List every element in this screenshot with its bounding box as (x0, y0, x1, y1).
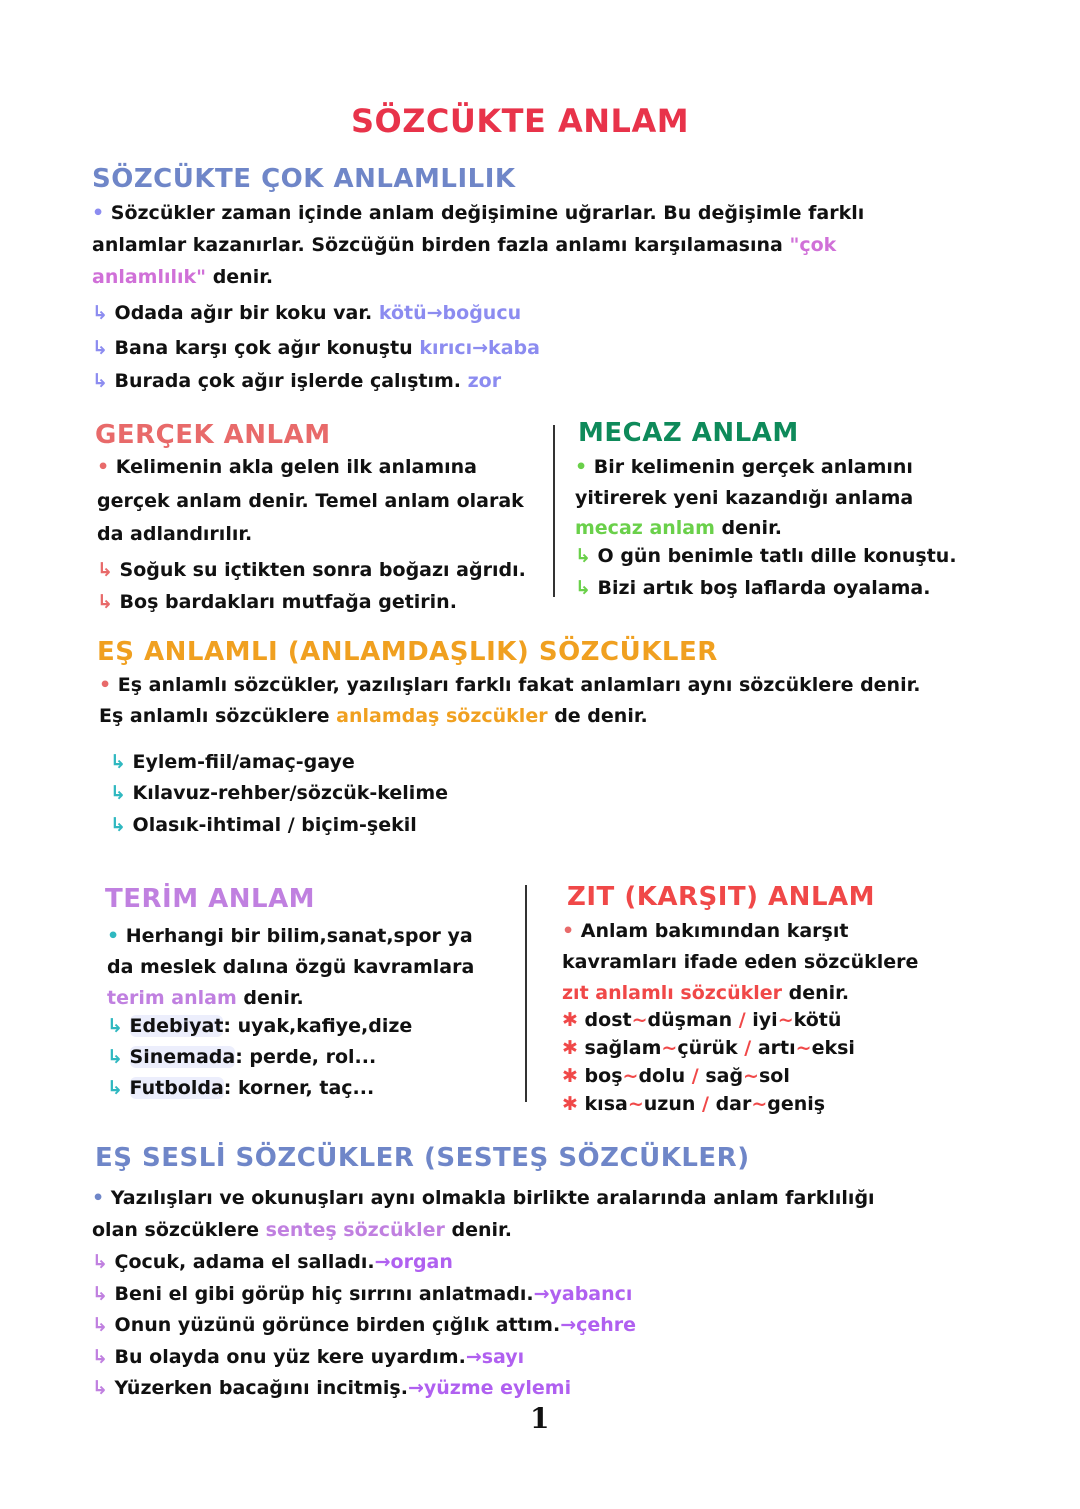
text-segment: dolu (638, 1065, 686, 1087)
highlighted-text: • (97, 456, 116, 478)
text-segment: Bizi artık boş laflarda oyalama. (597, 577, 931, 599)
mecaz-anlam-heading: MECAZ ANLAM (578, 418, 799, 448)
highlighted-text: zor (467, 370, 502, 392)
highlighted-text: →yüzme eylemi (407, 1377, 572, 1399)
text-segment: denir. (782, 982, 850, 1004)
text-segment: Eş anlamlı sözcükler, yazılışları farklı fakat anlamları aynı sözcüklere denir. (117, 674, 921, 696)
highlighted-text: Futbolda (129, 1077, 224, 1099)
es-sesli-heading: EŞ SESLİ SÖZCÜKLER (SESTEŞ SÖZCÜKLER) (95, 1143, 750, 1173)
text-segment: Anlam bakımından karşıt (580, 920, 849, 942)
text-segment: Yazılışları ve okunuşları aynı olmakla birlikte aralarında anlam farklılığı (110, 1187, 875, 1209)
text-segment: Burada çok ağır işlerde çalıştım. (114, 370, 468, 392)
terim-anlam-line (107, 1044, 376, 1070)
cok-anlamlilik-line (92, 264, 273, 290)
es-anlamli-line (110, 780, 448, 806)
highlighted-text: kırıcı→kaba (419, 337, 540, 359)
highlighted-text: / (685, 1065, 706, 1087)
highlighted-text: ↳ (107, 1077, 130, 1099)
text-segment: denir. (714, 517, 782, 539)
highlighted-text: ~ (795, 1037, 812, 1059)
text-segment: da adlandırılır. (97, 523, 253, 545)
text-segment: boş (584, 1065, 623, 1087)
gercek-anlam-line (97, 521, 252, 547)
highlighted-text: / (695, 1093, 716, 1115)
gercek-anlam-line (97, 488, 524, 514)
text-segment: Eylem-fiil/amaç-gaye (132, 751, 355, 773)
text-segment: sol (758, 1065, 790, 1087)
highlighted-text: →çehre (560, 1314, 637, 1336)
highlighted-text: ↳ (92, 1251, 115, 1273)
text-segment: Bu olayda onu yüz kere uyardım. (114, 1346, 466, 1368)
text-segment: Bana karşı çok ağır konuştu (114, 337, 420, 359)
column-divider (525, 885, 527, 1102)
gercek-anlam-line (97, 557, 526, 583)
cok-anlamlilik-line (92, 335, 540, 361)
highlighted-text: ↳ (110, 782, 133, 804)
highlighted-text: senteş sözcükler (265, 1219, 445, 1241)
highlighted-text: zıt anlamlı sözcükler (562, 982, 783, 1004)
highlighted-text: ↳ (97, 591, 120, 613)
text-segment: anlamlar kazanırlar. Sözcüğün birden fazla anlamı karşılamasına (92, 234, 790, 256)
es-sesli-line (92, 1249, 453, 1275)
highlighted-text: "çok (789, 234, 837, 256)
text-segment: : uyak,kafiye,dize (223, 1015, 413, 1037)
text-segment: Beni el gibi görüp hiç sırrını anlatmadı. (114, 1283, 534, 1305)
highlighted-text: • (562, 920, 581, 942)
text-segment: denir. (236, 987, 304, 1009)
es-sesli-line (92, 1281, 632, 1307)
text-segment: çürük (677, 1037, 738, 1059)
text-segment: Kılavuz-rehber/sözcük-kelime (132, 782, 449, 804)
text-segment: Bir kelimenin gerçek anlamını (593, 456, 913, 478)
text-segment: yitirerek yeni kazandığı anlama (575, 487, 914, 509)
mecaz-anlam-line (575, 454, 913, 480)
terim-anlam-line (107, 1013, 412, 1039)
highlighted-text: ↳ (92, 1346, 115, 1368)
es-anlamli-line (99, 672, 920, 698)
cok-anlamlilik-line (92, 368, 501, 394)
highlighted-text: ↳ (92, 1377, 115, 1399)
text-segment: iyi (752, 1009, 778, 1031)
highlighted-text: terim anlam (107, 987, 237, 1009)
gercek-anlam-heading: GERÇEK ANLAM (95, 420, 331, 450)
cok-anlamlilik-line (92, 300, 521, 326)
page-number: 1 (530, 1402, 550, 1435)
highlighted-text: ↳ (575, 545, 598, 567)
text-segment: düşman (647, 1009, 733, 1031)
text-segment: geniş (767, 1093, 826, 1115)
highlighted-text: • (99, 674, 118, 696)
gercek-anlam-line (97, 589, 457, 615)
highlighted-text: Sinemada (129, 1046, 236, 1068)
es-sesli-line (92, 1312, 636, 1338)
mecaz-anlam-line (575, 543, 957, 569)
zit-anlam-line (562, 1063, 790, 1089)
column-divider (553, 425, 555, 597)
text-segment: Eş anlamlı sözcüklere (99, 705, 337, 727)
text-segment: Herhangi bir bilim,sanat,spor ya (125, 925, 473, 947)
text-segment: dar (715, 1093, 752, 1115)
text-segment: : korner, taç... (223, 1077, 375, 1099)
text-segment: eksi (811, 1037, 855, 1059)
es-anlamli-line (110, 749, 355, 775)
text-segment: gerçek anlam denir. Temel anlam olarak (97, 490, 524, 512)
text-segment: uzun (643, 1093, 696, 1115)
mecaz-anlam-line (575, 515, 782, 541)
highlighted-text: ↳ (97, 559, 120, 581)
highlighted-text: ↳ (92, 302, 115, 324)
terim-anlam-heading: TERİM ANLAM (105, 884, 316, 914)
cok-anlamlilik-heading: SÖZCÜKTE ÇOK ANLAMLILIK (92, 164, 516, 194)
text-segment: Odada ağır bir koku var. (114, 302, 379, 324)
text-segment: : perde, rol... (235, 1046, 377, 1068)
highlighted-text: • (107, 925, 126, 947)
highlighted-text: →organ (374, 1251, 453, 1273)
highlighted-text: ~ (751, 1093, 768, 1115)
text-segment: denir. (206, 266, 274, 288)
highlighted-text: ↳ (92, 370, 115, 392)
highlighted-text: Edebiyat (129, 1015, 224, 1037)
highlighted-text: ~ (631, 1009, 648, 1031)
highlighted-text: →yabancı (533, 1283, 633, 1305)
text-segment: Çocuk, adama el salladı. (114, 1251, 375, 1273)
zit-anlam-heading: ZIT (KARŞIT) ANLAM (567, 882, 875, 912)
gercek-anlam-line (97, 454, 477, 480)
highlighted-text: ↳ (92, 337, 115, 359)
es-anlamli-heading: EŞ ANLAMLI (ANLAMDAŞLIK) SÖZCÜKLER (97, 637, 718, 667)
text-segment: Kelimenin akla gelen ilk anlamına (115, 456, 477, 478)
text-segment: Onun yüzünü görünce birden çığlık attım. (114, 1314, 561, 1336)
terim-anlam-line (107, 1075, 374, 1101)
es-sesli-line (92, 1185, 875, 1211)
text-segment: artı (757, 1037, 796, 1059)
highlighted-text: kötü→boğucu (378, 302, 522, 324)
text-segment: sağ (705, 1065, 744, 1087)
text-segment: Soğuk su içtikten sonra boğazı ağrıdı. (119, 559, 526, 581)
cok-anlamlilik-line (92, 232, 836, 258)
text-segment: kötü (793, 1009, 842, 1031)
text-segment: O gün benimle tatlı dille konuştu. (597, 545, 957, 567)
highlighted-text: / (732, 1009, 753, 1031)
text-segment: kısa (584, 1093, 628, 1115)
text-segment: sağlam (584, 1037, 662, 1059)
highlighted-text: ~ (661, 1037, 678, 1059)
text-segment: dost (584, 1009, 632, 1031)
es-anlamli-line (110, 812, 417, 838)
highlighted-text: mecaz anlam (575, 517, 715, 539)
es-sesli-line (92, 1375, 571, 1401)
highlighted-text: / (737, 1037, 758, 1059)
zit-anlam-line (562, 1091, 825, 1117)
highlighted-text: ✱ (562, 1093, 585, 1115)
highlighted-text: ~ (622, 1065, 639, 1087)
highlighted-text: ↳ (107, 1015, 130, 1037)
zit-anlam-line (562, 1007, 841, 1033)
highlighted-text: →sayı (465, 1346, 525, 1368)
text-segment: olan sözcüklere (92, 1219, 266, 1241)
highlighted-text: anlamlılık" (92, 266, 207, 288)
mecaz-anlam-line (575, 485, 913, 511)
terim-anlam-line (107, 985, 304, 1011)
zit-anlam-line (562, 949, 918, 975)
es-sesli-line (92, 1344, 524, 1370)
terim-anlam-line (107, 954, 474, 980)
page-title: SÖZCÜKTE ANLAM (350, 102, 690, 140)
highlighted-text: ✱ (562, 1009, 585, 1031)
text-segment: Sözcükler zaman içinde anlam değişimine uğrarlar. Bu değişimle farklı (110, 202, 865, 224)
highlighted-text: ~ (777, 1009, 794, 1031)
highlighted-text: ↳ (110, 751, 133, 773)
highlighted-text: ✱ (562, 1065, 585, 1087)
text-segment: kavramları ifade eden sözcüklere (562, 951, 919, 973)
es-anlamli-line (99, 703, 648, 729)
text-segment: Yüzerken bacağını incitmiş. (114, 1377, 408, 1399)
zit-anlam-line (562, 980, 849, 1006)
highlighted-text: ↳ (92, 1314, 115, 1336)
text-segment: da meslek dalına özgü kavramlara (107, 956, 475, 978)
highlighted-text: ↳ (92, 1283, 115, 1305)
highlighted-text: ↳ (110, 814, 133, 836)
highlighted-text: ↳ (107, 1046, 130, 1068)
highlighted-text: • (575, 456, 594, 478)
text-segment: Olasık-ihtimal / biçim-şekil (132, 814, 417, 836)
mecaz-anlam-line (575, 575, 930, 601)
text-segment: Boş bardakları mutfağa getirin. (119, 591, 457, 613)
zit-anlam-line (562, 1035, 855, 1061)
es-sesli-line (92, 1217, 512, 1243)
highlighted-text: ↳ (575, 577, 598, 599)
highlighted-text: • (92, 1187, 111, 1209)
highlighted-text: ~ (743, 1065, 759, 1087)
highlighted-text: • (92, 202, 111, 224)
cok-anlamlilik-line (92, 200, 864, 226)
highlighted-text: ~ (627, 1093, 644, 1115)
text-segment: denir. (444, 1219, 512, 1241)
highlighted-text: ✱ (562, 1037, 585, 1059)
terim-anlam-line (107, 923, 473, 949)
text-segment: de denir. (547, 705, 648, 727)
highlighted-text: anlamdaş sözcükler (336, 705, 548, 727)
zit-anlam-line (562, 918, 848, 944)
